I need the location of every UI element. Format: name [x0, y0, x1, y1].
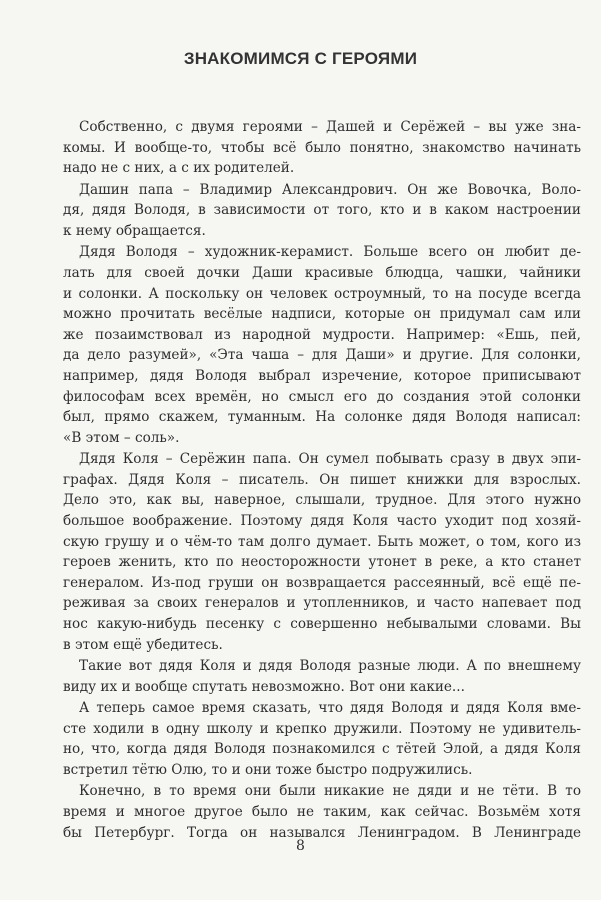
text-line: генералом. Из-под груши он возвращается рассеянный, всё ещё пе- — [63, 574, 581, 591]
text-line: А теперь самое время сказать, что дядя Володя и дядя Коля вме- — [79, 700, 581, 717]
text-line: бы Петербург. Тогда он назывался Ленинградом. В Ленинграде — [63, 824, 581, 841]
text-line: большое воображение. Поэтому дядя Коля часто уходит под хозяй- — [63, 512, 581, 529]
paragraph — [63, 242, 581, 448]
text-line: же позаимствовал из народной мудрости. Например: «Ешь, пей, — [63, 326, 581, 343]
text-line: да дело разумей», «Эта чаша – для Даши» и другие. Для солонки, — [63, 347, 581, 364]
text-line: нос какую-нибудь песенку с совершенно небывалыми словами. Вы — [63, 615, 581, 632]
text-line: Дашин папа – Владимир Александрович. Он же Вовочка, Воло- — [79, 181, 581, 198]
text-line: Такие вот дядя Коля и дядя Володя разные люди. А по внешнему — [79, 658, 581, 674]
text-line: сте ходили в одну школу и крепко дружили. Поэтому не удивитель- — [63, 720, 581, 737]
text-line: комы. И вообще-то, чтобы всё было понятно, знакомство начинать — [63, 139, 581, 156]
text-line: но, что, когда дядя Володя познакомился с тётей Элой, а дядя Коля — [63, 741, 581, 758]
text-line: Дело это, как вы, наверное, слышали, трудное. Для этого нужно — [63, 492, 581, 509]
text-line: «В этом – соль». — [63, 429, 180, 446]
text-line: скую грушу и о чём-то там долго думает. Быть может, о том, кого из — [63, 533, 581, 550]
text-line: Конечно, в то время они были никакие не дяди и не тёти. В то — [79, 783, 581, 800]
text-line: реживая за своих генералов и утопленников, и часто напевает под — [63, 595, 581, 612]
text-line: графах. Дядя Коля – писатель. Он пишет книжки для взрослых. — [63, 471, 581, 488]
text-line: Дядя Володя – художник-керамист. Больше всего он любит де- — [79, 244, 581, 261]
body-text — [63, 117, 581, 844]
text-line: лать для своей дочки Даши красивые блюдца, чашки, чайники — [63, 264, 581, 281]
text-line: Собственно, с двумя героями – Дашей и Серёжей – вы уже зна- — [79, 119, 581, 135]
text-line: и солонки. А поскольку он человек остроумный, то на посуде всегда — [63, 285, 581, 302]
text-line: виду их и вообще спутать невозможно. Вот они какие... — [63, 678, 465, 695]
text-line: надо не с них, а с их родителей. — [63, 160, 295, 177]
text-line: встретил тётю Олю, то и они тоже быстро подружились. — [63, 761, 473, 778]
text-line: был, прямо скажем, туманным. На солонке дядя Володя написал: — [63, 409, 581, 426]
page-number: 8 — [296, 838, 305, 854]
text-line: к нему обращается. — [63, 222, 206, 239]
text-line: Дядя Коля – Серёжин папа. Он сумел побывать сразу в двух эпи- — [79, 451, 581, 468]
paragraph — [63, 449, 581, 655]
text-line: философам всех времён, но смысл его до создания этой солонки — [63, 388, 581, 405]
paragraph — [63, 698, 581, 780]
paragraph — [63, 781, 581, 843]
text-line: героев женить, кто по неосторожности утонет в реке, а кто станет — [63, 554, 581, 571]
text-line: можно прочитать весёлые надписи, которые он придумал сам или — [63, 306, 581, 323]
paragraph — [63, 117, 581, 179]
text-line: в этом ещё убедитесь. — [63, 636, 223, 653]
text-line: например, дядя Володя выбрал изречение, которое приписывают — [63, 367, 581, 384]
text-line: дя, дядя Володя, в зависимости от того, кто и в каком настроении — [63, 202, 581, 219]
text-line: время и многое другое было не таким, как сейчас. Возьмём хотя — [63, 803, 581, 820]
paragraph — [63, 656, 581, 697]
paragraph — [63, 180, 581, 242]
chapter-title: ЗНАКОМИМСЯ С ГЕРОЯМИ — [183, 49, 418, 68]
